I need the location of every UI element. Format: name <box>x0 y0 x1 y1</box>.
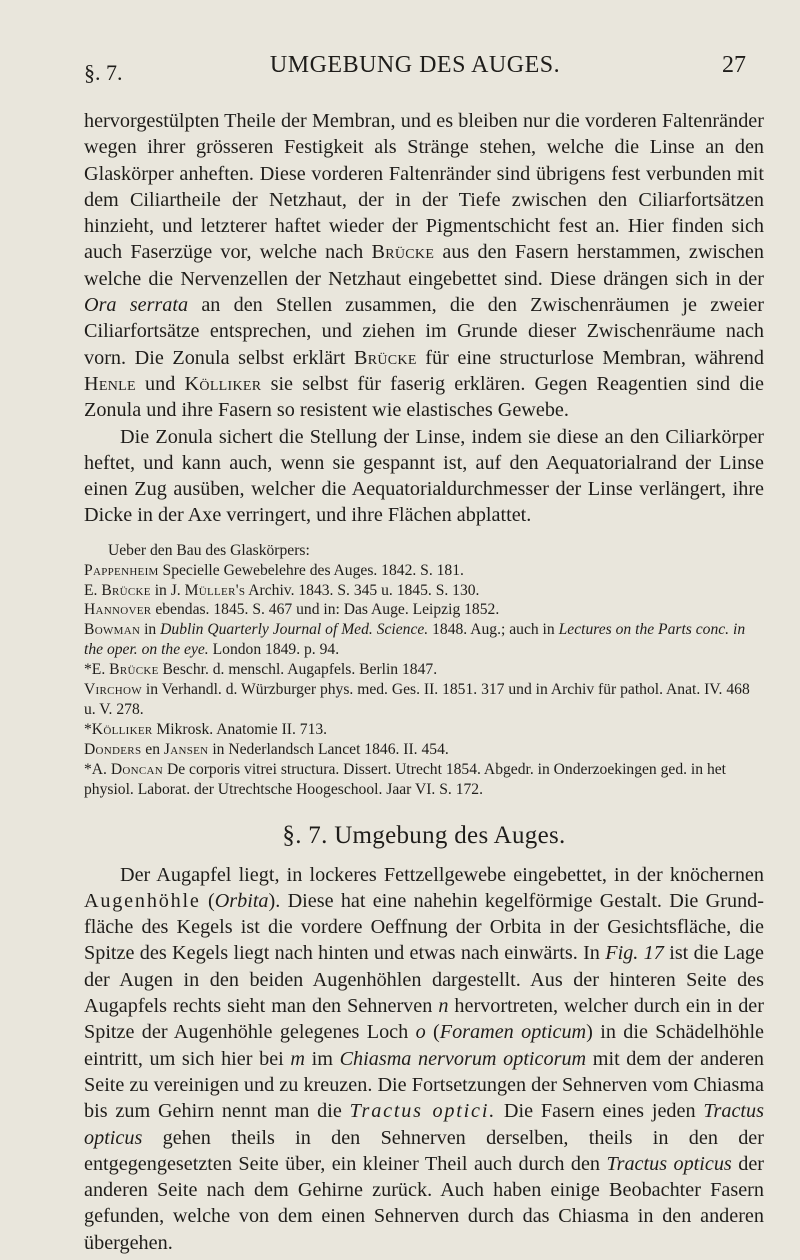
author-name: Müller's <box>184 581 246 599</box>
reference-item <box>84 660 764 680</box>
text-run: und <box>135 372 185 395</box>
latin-term: Orbita <box>214 889 269 912</box>
latin-term: Foramen opticum <box>439 1021 587 1044</box>
author-name: Pappenheim <box>84 561 159 579</box>
text-run: *E. <box>84 661 110 679</box>
text-run: 1848. Aug.; auch in <box>428 621 559 639</box>
reference-item <box>84 680 764 720</box>
text-run: mit dem der anderen Seite zu vereinigen und zu kreuzen. Die Fortsetzungen der Sehnerven vom Chiasma bis zum Gehirn nennt man die <box>84 1047 764 1123</box>
text-run: gehen theils in den Sehnerven derselben, theils in den der entgegengesetzten Seite über, ein kleiner Theil auch durch den <box>84 1126 764 1175</box>
running-title: UMGEBUNG DES AUGES. <box>269 52 561 78</box>
reference-item <box>84 720 764 740</box>
text-run: Specielle Gewebelehre des Auges. 1842. S. 181. <box>158 561 464 579</box>
author-name: Kölliker <box>184 372 262 395</box>
figure-letter: o <box>415 1021 426 1044</box>
text-run: ) in die Schädelhöhle eintritt, um sich hier bei <box>84 1021 765 1070</box>
text-run: De corporis vitrei structura. Dissert. Utrecht 1854. Abgedr. in Onderzoekingen ged. in het physiol. Laborat. der Utrechtsche Hoogeschool. Jaar VI. S. 172. <box>84 760 727 798</box>
text-run: ). Diese hat eine nahehin kegelförmige Gestalt. Die Grundfläche des Kegels ist die vordere Oeffnung der Orbita in der Gesichtsfläche, die Spitze des Kegels liegt nach hinten und etwas nach einwärts. In <box>84 889 764 965</box>
author-name: Brücke <box>353 346 417 369</box>
text-run: aus den Fasern herstammen, zwischen welche die Nervenzellen der Netzhaut eingebettet sind. Diese drängen sich in der <box>84 241 764 290</box>
text-run: hervorgestülpten Theile der Membran, und es bleiben nur die vorderen Faltenränder wegen ihrer grösseren Festigkeit als Stränge stehen, welche die Linse an den Glaskörper anheften. Diese vorderen Faltenränder sind übrigens fest verbunden mit dem Ciliartheile der Netzhaut, der in der Tiefe zwischen den Ciliarfortsätzen hinzieht, und letzterer haftet wieder der Pigmentschicht fest an. Hier finden sich auch Faserzüge vor, welche nach <box>84 110 764 264</box>
text-run: * <box>84 720 92 738</box>
figure-letter: m <box>290 1047 305 1070</box>
text-run: Mikrosk. Anatomie II. 713. <box>152 720 328 738</box>
author-name: Doncan <box>110 760 164 778</box>
text-run: ( <box>425 1021 440 1044</box>
text-run: *A. <box>84 760 111 778</box>
author-name: Bowman <box>84 621 141 639</box>
page-header <box>84 52 746 85</box>
reference-item <box>84 620 764 660</box>
reference-item <box>84 760 764 800</box>
text-run: ist die Lage der Augen in den beiden Augenhöhlen dargestellt. Aus der hinteren Seite des Augapfels rechts sieht man den Sehnerven <box>84 942 764 1018</box>
latin-term: Tractus optici. <box>349 1100 497 1123</box>
text-run: E. <box>84 581 102 599</box>
reference-item <box>84 600 764 620</box>
text-run: Die Fasern eines jeden <box>496 1100 704 1123</box>
references-title: Ueber den Bau des Glaskörpers: <box>108 541 310 559</box>
text-run: in Nederlandsch Lancet 1846. II. 454. <box>208 740 449 758</box>
text-run: der anderen Seite nach dem Gehirne zurück. Auch haben einige Beobachter Fasern gefunden, welche von dem einen Sehnerven durch das Chiasma in den anderen übergehen. <box>84 1152 765 1254</box>
text-run: in <box>140 621 161 639</box>
paragraph-zonula-structure <box>84 108 764 424</box>
text-run: an den Stellen zusammen, die den Zwischenräumen je zweier Ciliarfortsätze entsprechen, und ziehen im Grunde dieser Zwischenräume nach vorn. Die Zonula selbst erklärt <box>84 294 764 369</box>
page-body <box>84 108 764 1256</box>
page-number: 27 <box>722 52 746 78</box>
latin-term: Chiasma nervorum opticorum <box>339 1047 587 1070</box>
latin-term: Tractus opticus <box>84 1100 764 1149</box>
text-run: für eine structurlose Membran, während <box>416 346 764 369</box>
text-run: ( <box>200 889 215 912</box>
reference-item <box>84 561 764 581</box>
author-name: Brücke <box>109 661 159 679</box>
text-run: ebendas. 1845. S. 467 und in: Das Auge. Leipzig 1852. <box>151 601 500 619</box>
author-name: Jansen <box>163 740 209 758</box>
author-name: Brücke <box>371 241 435 264</box>
latin-term: Tractus opticus <box>606 1152 732 1175</box>
figure-letter: n <box>438 995 449 1018</box>
text-run: sie selbst für faserig erklären. Gegen Reagentien sind die Zonula und ihre Fasern so resistent wie elastisches Gewebe. <box>84 372 764 422</box>
text-run: hervortreten, welcher durch ein in der Spitze der Augenhöhle gelegenes Loch <box>84 995 764 1044</box>
author-name: Hannover <box>84 601 152 619</box>
spaced-term: Augenhöhle <box>84 889 201 912</box>
section-heading: §. 7. Umgebung des Auges. <box>282 821 566 849</box>
paragraph-zonula-function: Die Zonula sichert die Stellung der Linse, indem sie diese an den Ciliarkörper heftet, und kann auch, wenn sie gespannt ist, auf den Aequatorialrand der Linse einen Zug ausüben, welcher die Aequatorialdurchmesser der Linse verlängert, ihre Dicke in der Axe verringert, und ihre Flächen abplattet. <box>84 425 764 527</box>
text-run: Beschr. d. menschl. Augapfels. Berlin 1847. <box>158 661 438 679</box>
paragraph-orbita <box>84 862 764 1256</box>
text-run: Der Augapfel liegt, in lockeres Fettzellgewebe eingebettet, in der knöchernen <box>120 863 764 886</box>
reference-item <box>84 740 764 760</box>
text-run: im <box>305 1047 340 1070</box>
journal-title: Lectures on the Parts conc. in the oper. on the eye. <box>84 621 746 659</box>
author-name: Henle <box>84 372 136 395</box>
reference-item <box>84 581 764 601</box>
author-name: Brücke <box>101 581 151 599</box>
author-name: Virchow <box>84 681 142 699</box>
text-run: en <box>141 740 164 758</box>
text-run: Archiv. 1843. S. 345 u. 1845. S. 130. <box>245 581 480 599</box>
text-run: in J. <box>150 581 185 599</box>
figure-reference: Fig. 17 <box>605 942 664 965</box>
text-run: London 1849. p. 94. <box>208 641 340 659</box>
text-run: in Verhandl. d. Würzburger phys. med. Ges. II. 1851. 317 und in Archiv für pathol. Anat. IV. 468 u. V. 278. <box>84 681 750 718</box>
author-name: Kölliker <box>91 720 153 738</box>
latin-term: Ora serrata <box>84 294 189 317</box>
journal-title: Dublin Quarterly Journal of Med. Science. <box>160 621 429 639</box>
section-mark: §. 7. <box>84 60 123 85</box>
author-name: Donders <box>84 740 142 758</box>
references-block <box>84 541 764 800</box>
